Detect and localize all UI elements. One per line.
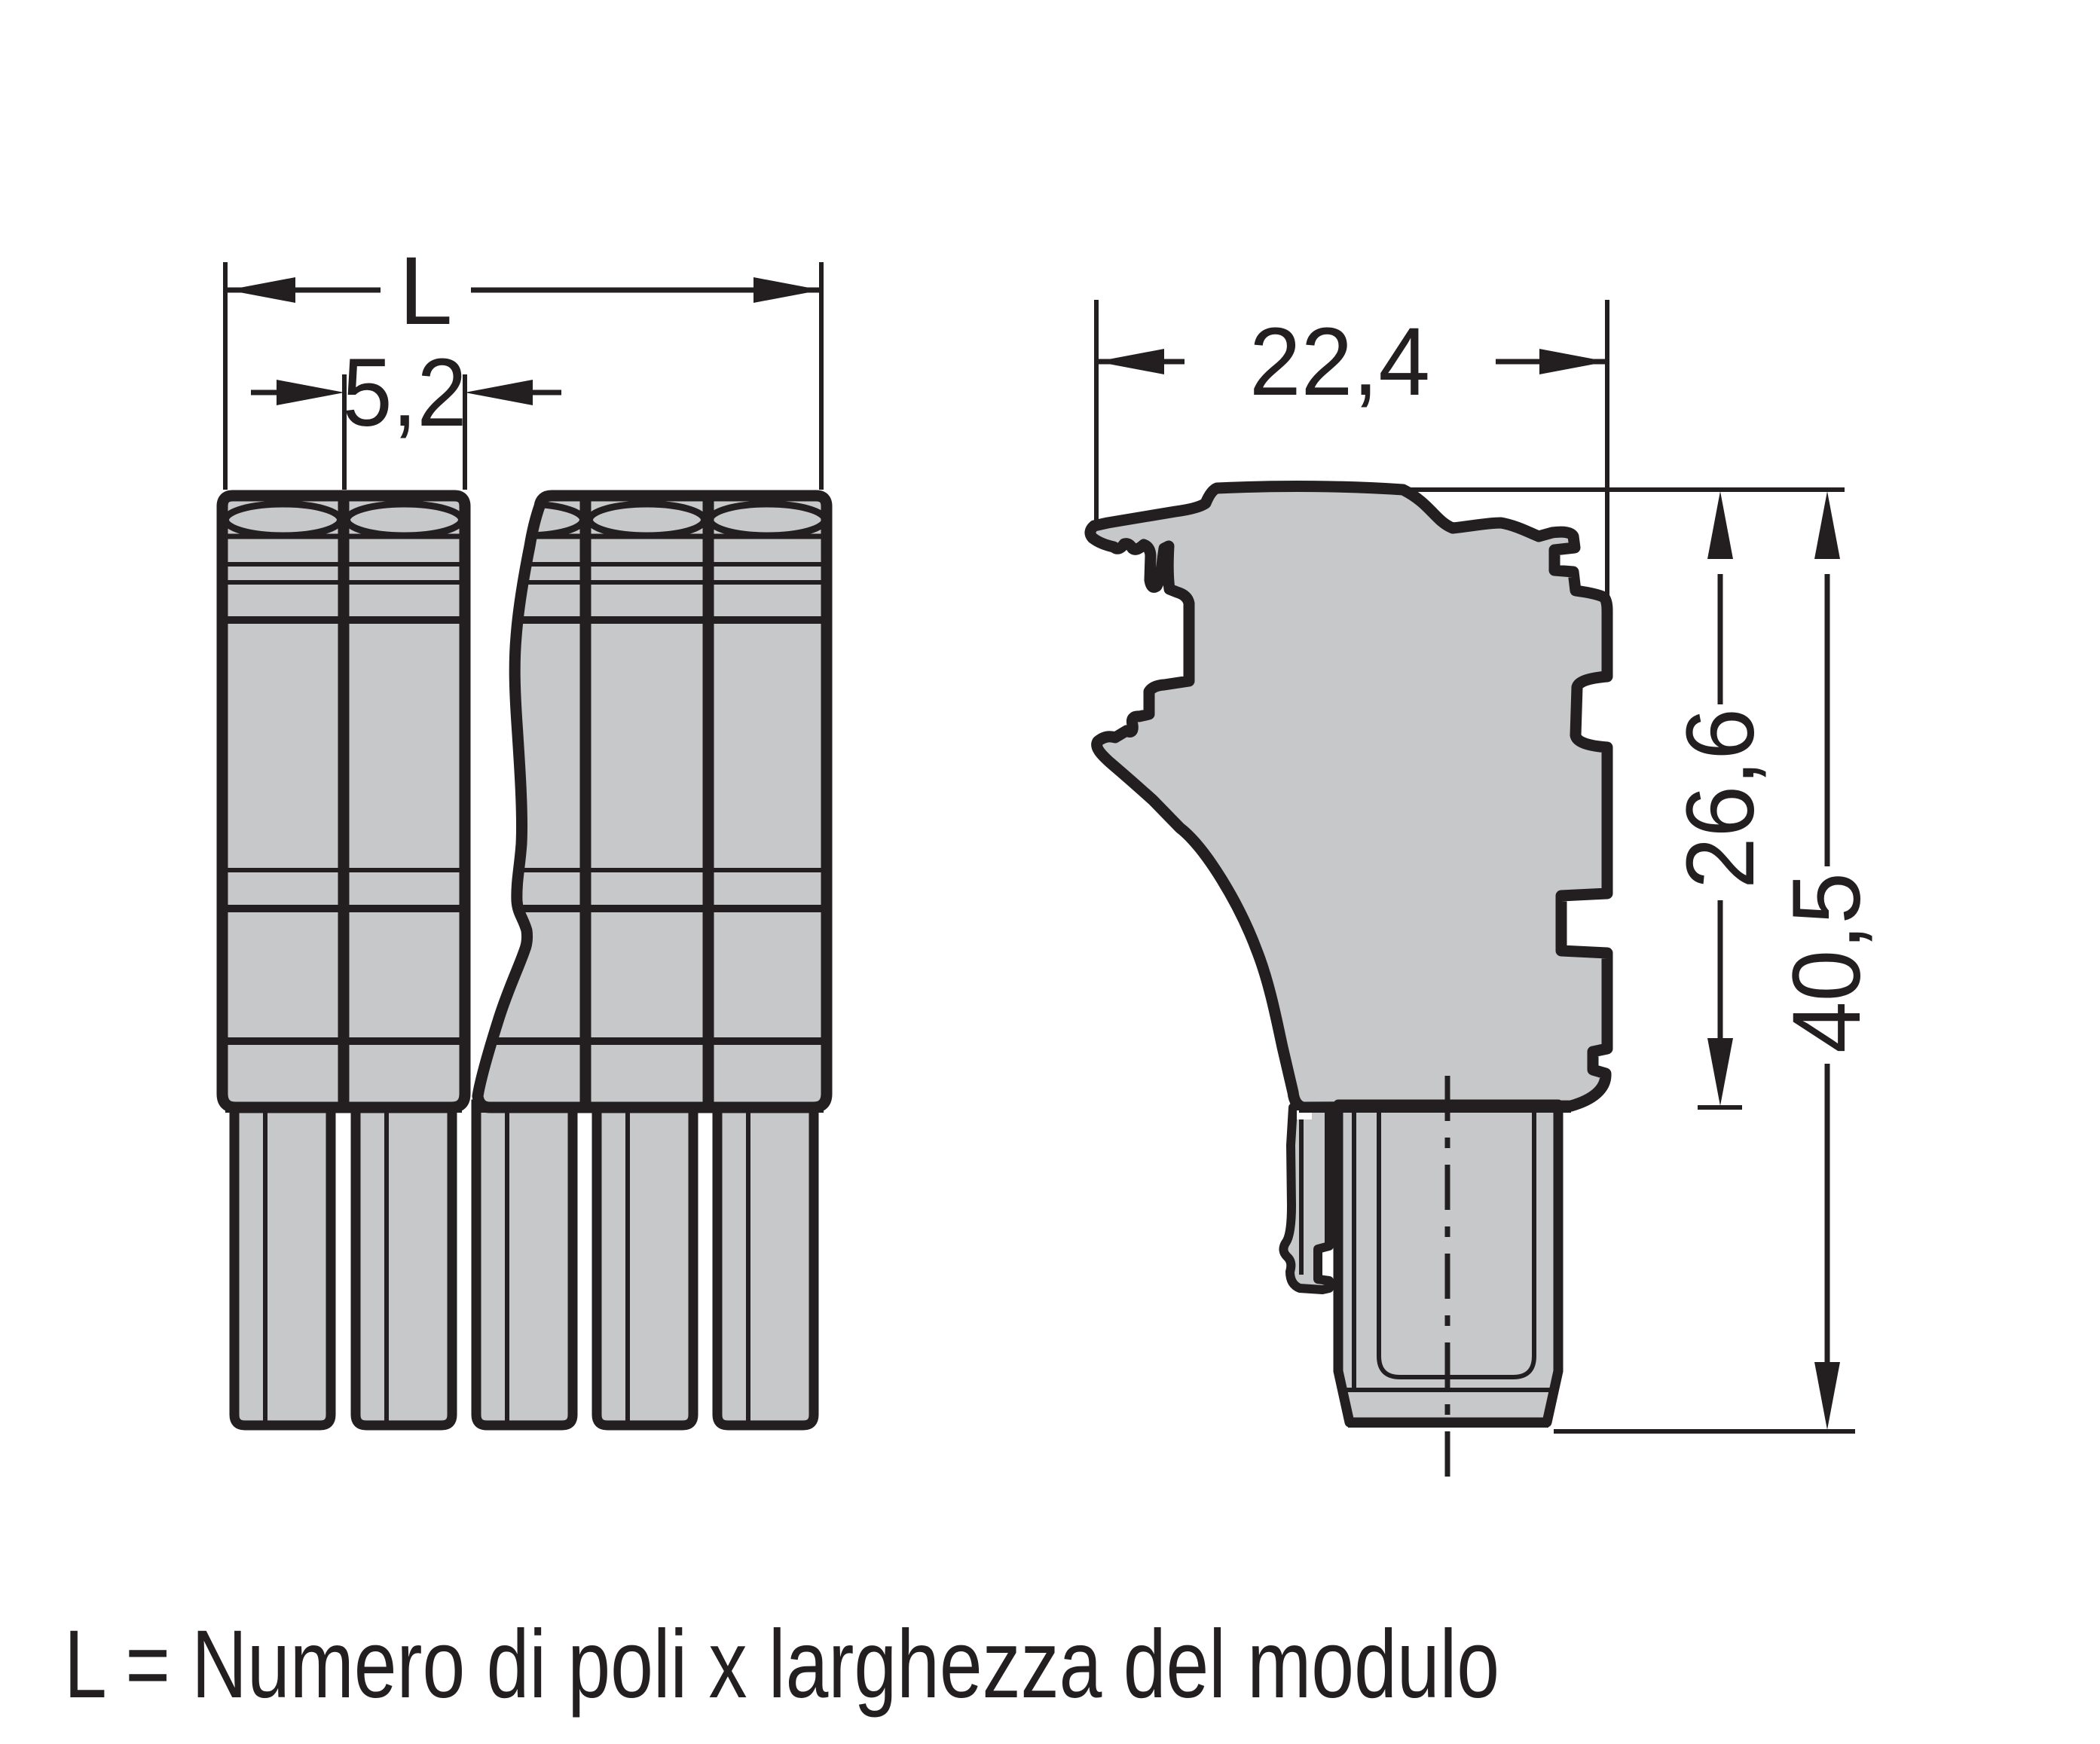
front-left-group: [222, 496, 465, 1107]
caption: L = Numero di poli x larghezza del modulo: [64, 1611, 1499, 1718]
dimension-label-upper-height: 26,6: [1667, 701, 1774, 889]
dimension-pole-pitch: [251, 339, 561, 490]
leg: [356, 1104, 452, 1425]
front-right-group: [467, 496, 827, 1107]
side-clip-piece: [1283, 1107, 1329, 1290]
leg: [597, 1104, 693, 1425]
dimension-label-total-height: 40,5: [1773, 865, 1881, 1053]
dimension-label-depth: 22,4: [1249, 308, 1430, 416]
leg: [717, 1104, 814, 1425]
dimension-label-L: L: [399, 237, 453, 345]
dimension-upper-height: [1667, 491, 1774, 1107]
side-view: [1090, 487, 1607, 1478]
side-body-profile: [1090, 487, 1607, 1107]
front-view-legs: [234, 1104, 814, 1425]
leg: [234, 1104, 331, 1425]
front-view: [222, 496, 827, 1425]
leg: [476, 1104, 573, 1425]
dimension-L: [225, 237, 821, 490]
dimension-label-pole-pitch: 5,2: [342, 339, 467, 447]
